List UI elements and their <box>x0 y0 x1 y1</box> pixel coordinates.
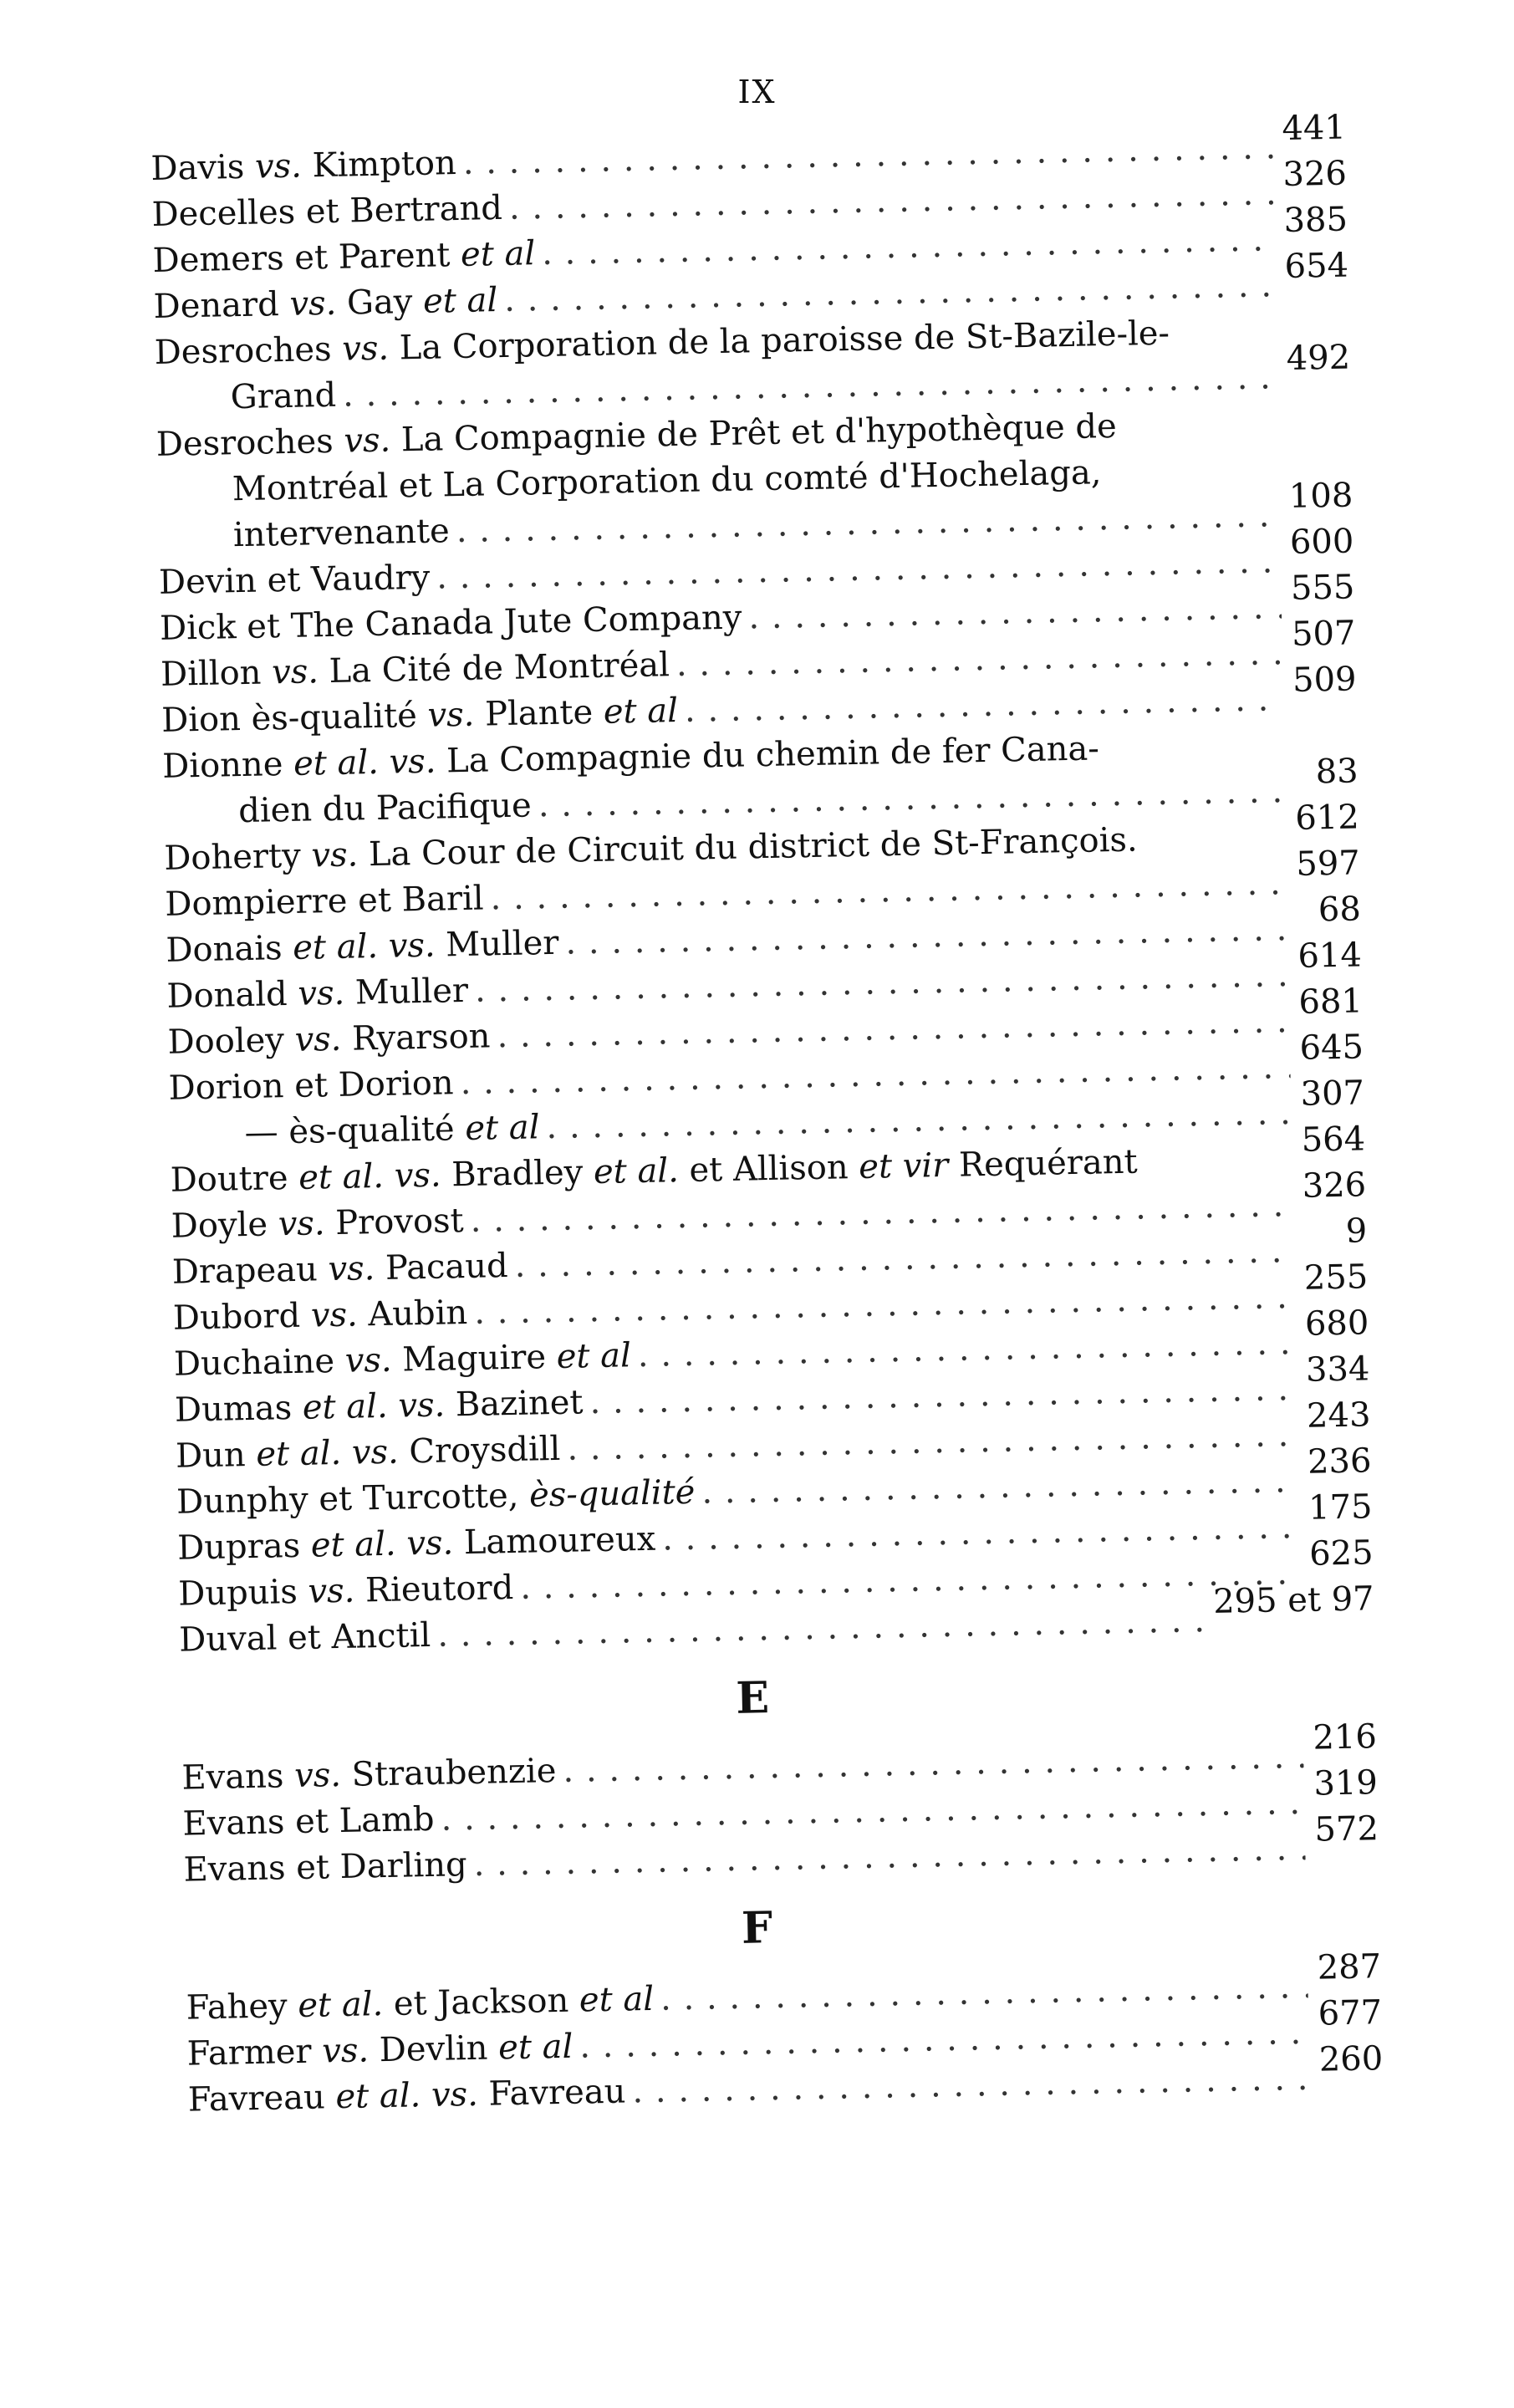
entry-name: Doutre et al. vs. Bradley et al. et Allison et vir Requérant <box>170 1142 1139 1200</box>
page-reference: 614 <box>1297 936 1363 976</box>
entry-name: — ès-qualité et al <box>244 1108 540 1153</box>
page-reference: 326 <box>1282 154 1348 194</box>
page-reference: 9 <box>1345 1212 1368 1251</box>
entry-name: Evans et Darling <box>183 1845 468 1890</box>
entry-name: Farmer vs. Devlin et al <box>186 2027 573 2074</box>
entry-name: Fahey et al. et Jackson et al <box>186 1979 655 2028</box>
page-reference: 260 <box>1318 2039 1384 2079</box>
page-reference: 509 <box>1292 660 1357 700</box>
entry-name: Dorion et Dorion <box>168 1064 455 1108</box>
page-reference: 307 <box>1300 1074 1365 1114</box>
page-reference: 612 <box>1294 798 1360 838</box>
entry-name: Donald vs. Muller <box>166 971 469 1016</box>
page-reference: 677 <box>1318 1993 1383 2033</box>
entry-name: Favreau et al. vs. Favreau <box>187 2072 626 2120</box>
page-reference: 385 <box>1283 200 1348 240</box>
index-section <box>180 1640 1379 1893</box>
page-reference: 600 <box>1289 522 1354 562</box>
page-reference: 564 <box>1301 1120 1366 1160</box>
entry-name: Montréal et La Corporation du comté d'Hochelaga, <box>232 453 1102 509</box>
page-reference: 681 <box>1298 982 1364 1022</box>
entry-name: Dooley vs. Ryarson <box>167 1017 491 1062</box>
page-reference: 243 <box>1306 1395 1371 1436</box>
page-reference: 83 <box>1315 752 1359 792</box>
entry-name: Evans et Lamb <box>182 1799 435 1844</box>
page-reference: 654 <box>1284 246 1349 286</box>
page-number: IX <box>737 74 777 110</box>
section-letter: E <box>735 1672 771 1724</box>
page-reference: 216 <box>1313 1717 1378 1758</box>
page-reference: 287 <box>1317 1947 1382 1987</box>
page-reference: 625 <box>1308 1533 1374 1574</box>
entry-name: Dion ès-qualité vs. Plante et al <box>161 691 679 740</box>
entry-name: Evans vs. Straubenzie <box>181 1752 557 1798</box>
entry-name: Dunphy et Turcotte, ès-qualité <box>176 1472 696 1522</box>
entry-name: Dubord vs. Aubin <box>172 1293 468 1338</box>
entry-name: Denard vs. Gay et al <box>153 281 498 326</box>
page-reference: 68 <box>1318 890 1362 930</box>
entry-name: dien du Pacifique <box>237 786 533 831</box>
page-reference: 236 <box>1307 1441 1372 1482</box>
case-index <box>150 108 1384 2124</box>
page-reference: 555 <box>1290 568 1355 608</box>
entry-name: Duval et Anctil <box>178 1615 431 1660</box>
page-reference: 492 <box>1286 338 1351 378</box>
entry-name: Donais et al. vs. Muller <box>166 923 559 970</box>
page-reference: 441 <box>1282 108 1347 149</box>
entry-name: Dionne et al. vs. La Compagnie du chemin de fer Cana- <box>161 729 1100 786</box>
entry-name: Dillon vs. La Cité de Montréal <box>160 645 670 694</box>
entry-name: Decelles et Bertrand <box>151 188 503 234</box>
entry-name: Dumas et al. vs. Bazinet <box>174 1383 584 1430</box>
page-reference: 326 <box>1302 1166 1367 1206</box>
index-section <box>150 108 1375 1664</box>
entry-name: Grand <box>230 375 337 417</box>
page-reference: 295 et 97 <box>1212 1579 1375 1621</box>
entry-name: Dupras et al. vs. Lamoureux <box>176 1519 656 1568</box>
entry-name: Drapeau vs. Pacaud <box>171 1247 509 1292</box>
index-section <box>184 1870 1384 2123</box>
entry-name: Desroches vs. La Corporation de la paroisse de St-Bazile-le- <box>154 314 1170 372</box>
page-reference: 597 <box>1295 844 1361 884</box>
entry-name: Desroches vs. La Compagnie de Prêt et d'hypothèque de <box>155 406 1118 464</box>
page-reference: 255 <box>1303 1258 1369 1298</box>
entry-name: Demers et Parent et al <box>152 234 536 280</box>
page-reference: 108 <box>1288 476 1353 516</box>
page-reference: 572 <box>1314 1809 1379 1849</box>
entry-name: Dick et The Canada Jute Company <box>159 598 742 648</box>
page-reference: 175 <box>1308 1487 1373 1528</box>
entry-name: Dupuis vs. Rieutord <box>177 1568 514 1614</box>
entry-name: Doyle vs. Provost <box>171 1201 465 1246</box>
page-reference: 645 <box>1299 1028 1364 1068</box>
page-reference: 319 <box>1313 1763 1379 1803</box>
entry-name: Doherty vs. La Cour de Circuit du district de St-François. <box>163 820 1139 878</box>
entry-name: intervenante <box>232 512 451 555</box>
entry-name: Dun et al. vs. Croysdill <box>175 1429 561 1476</box>
entry-name: Davis vs. Kimpton <box>150 143 457 188</box>
page-reference: 680 <box>1304 1303 1369 1344</box>
entry-name: Dompierre et Baril <box>164 879 484 924</box>
page-reference: 507 <box>1291 614 1356 654</box>
entry-name: Duchaine vs. Maguire et al <box>173 1336 632 1384</box>
page-reference: 334 <box>1305 1349 1370 1390</box>
section-letter: F <box>741 1902 774 1954</box>
entry-name: Devin et Vaudry <box>158 558 431 602</box>
